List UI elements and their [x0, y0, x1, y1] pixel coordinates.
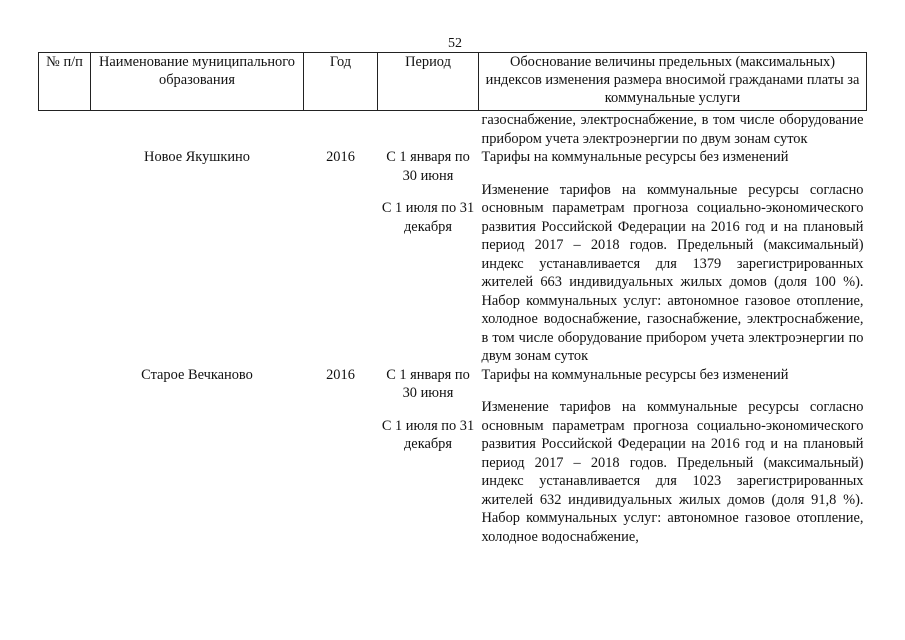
justification-first-half: Тарифы на коммунальные ресурсы без изменений: [481, 149, 789, 165]
justification-cell: [479, 148, 867, 366]
period-cell: [378, 366, 479, 547]
period-second-half: С 1 июля по 31 декабря: [381, 200, 475, 235]
justification-cell: [479, 366, 867, 547]
period-first-half: С 1 января по 30 июня: [386, 366, 470, 401]
page-number: 52: [448, 36, 462, 51]
justification-first-half: Тарифы на коммунальные ресурсы без изменений: [481, 366, 789, 383]
row-num: [39, 366, 91, 547]
year-cell: 2016: [326, 366, 355, 383]
period-first-half: С 1 января по 30 июня: [386, 149, 470, 184]
year-cell: 2016: [326, 149, 355, 165]
continuation-row: [39, 111, 867, 149]
tariff-table: [38, 52, 867, 546]
table-row: [39, 148, 867, 366]
header-period: Период: [378, 53, 479, 111]
table-row: [39, 366, 867, 547]
header-name: Наименование муниципального образования: [91, 53, 304, 111]
row-num: [39, 148, 91, 366]
justification-second-half: Изменение тарифов на коммунальные ресурсы согласно основным параметрам прогноза социально-экономического развития Российской Федерации на 2016 год и на плановый период 2017 – 2018 годов. Предельный (максимальный) индекс устанавливается для 1379 зарегистрированных жителей 663 индивидуальных жилых домов (доля 100 %). Набор коммунальных услуг: автономное газовое отопление, холодное водоснабжение, газоснабжение, электроснабжение, в том числе оборудование прибором учета электроэнергии по двум зонам суток: [481, 181, 864, 364]
continuation-rest: оборудование прибором учета электроэнергии по двум зонам суток: [481, 112, 864, 147]
table-header-row: [39, 53, 867, 111]
header-justification: Обоснование величины предельных (максимальных) индексов изменения размера вносимой гражданами платы за коммунальные услуги: [479, 53, 867, 111]
header-num: № п/п: [39, 53, 91, 111]
period-cell: [378, 148, 479, 366]
justification-second-half: Изменение тарифов на коммунальные ресурсы согласно основным параметрам прогноза социально-экономического развития Российской Федерации на 2016 год и на плановый период 2017 – 2018 годов. Предельный (максимальный) индекс устанавливается для 1023 зарегистрированных жителей 632 индивидуальных жилых домов (доля 91,8 %). Набор коммунальных услуг: автономное газовое отопление, холодное водоснабжение,: [481, 399, 864, 545]
period-second-half: С 1 июля по 31 декабря: [381, 417, 475, 452]
header-year: Год: [304, 53, 378, 111]
municipality-name: Новое Якушкино: [144, 149, 250, 165]
continuation-text: [479, 111, 867, 149]
continuation-line1: газоснабжение, электроснабжение, в том числе: [481, 112, 775, 128]
municipality-name: Старое Вечканово: [141, 366, 253, 383]
